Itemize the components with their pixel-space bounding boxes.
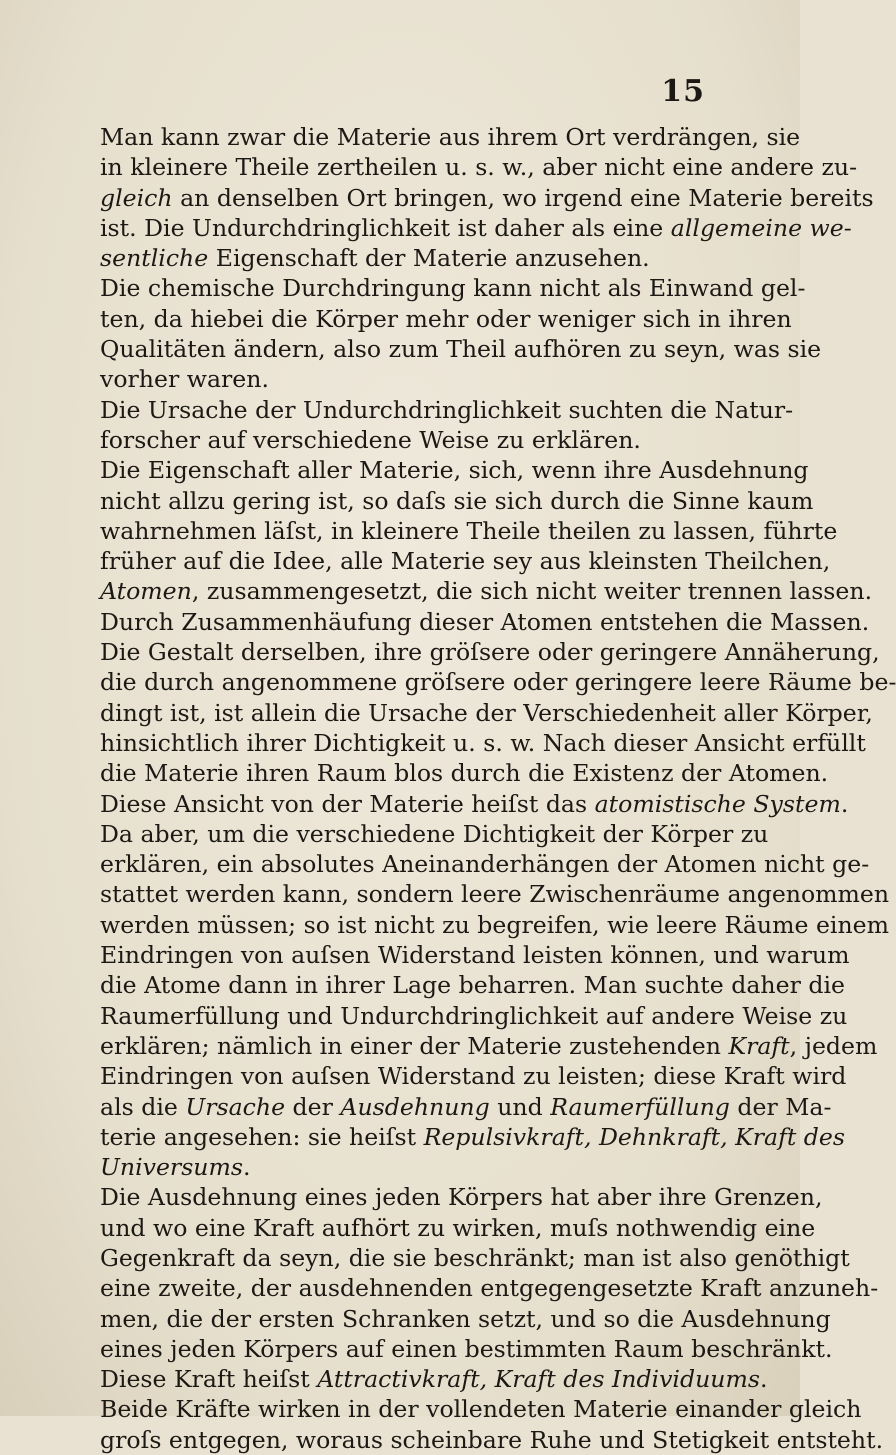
text-line: Gegenkraft da seyn, die sie beschränkt; man ist also genöthigt [100, 1243, 850, 1272]
text-line: Die Ursache der Undurchdringlichkeit suchten die Natur- [100, 395, 794, 424]
body-text [58, 122, 896, 1455]
text-line: eine zweite, der ausdehnenden entgegengesetzte Kraft anzuneh- [100, 1274, 879, 1303]
text-line: men, die der ersten Schranken setzt, und so die Ausdehnung [100, 1304, 831, 1333]
text-line: Beide Kräfte wirken in der vollendeten Materie einander gleich [100, 1395, 862, 1424]
text-line: die durch angenommene gröſsere oder geringere leere Räume be- [100, 668, 896, 697]
text-line: Durch Zusammenhäufung dieser Atomen entstehen die Massen. [100, 607, 870, 636]
text-line: hinsichtlich ihrer Dichtigkeit u. s. w. Nach dieser Ansicht erfüllt [100, 728, 866, 757]
text-line: vorher waren. [100, 365, 269, 394]
text-line: nicht allzu gering ist, so daſs sie sich durch die Sinne kaum [100, 486, 814, 515]
text-line: Die Eigenschaft aller Materie, sich, wenn ihre Ausdehnung [100, 456, 809, 485]
text-line: Raumerfüllung und Undurchdringlichkeit auf andere Weise zu [100, 1001, 848, 1030]
text-line: Diese Ansicht von der Materie heiſst das atomistische System. [100, 789, 849, 818]
text-line: Eindringen von auſsen Widerstand zu leisten; diese Kraft wird [100, 1062, 847, 1091]
text-line: erklären; nämlich in einer der Materie zustehenden Kraft, jedem [100, 1031, 878, 1060]
text-line: wahrnehmen läſst, in kleinere Theile theilen zu lassen, führte [100, 516, 838, 545]
text-line: Universums. [100, 1153, 251, 1182]
text-line: werden müssen; so ist nicht zu begreifen, wie leere Räume einem [100, 910, 889, 939]
text-line: Da aber, um die verschiedene Dichtigkeit der Körper zu [100, 819, 769, 848]
text-line: dingt ist, ist allein die Ursache der Verschiedenheit aller Körper, [100, 698, 873, 727]
text-line: Man kann zwar die Materie aus ihrem Ort verdrängen, sie [100, 123, 801, 151]
paragraph-3 [58, 395, 794, 456]
text-line: groſs entgegen, woraus scheinbare Ruhe und Stetigkeit entsteht. [100, 1425, 884, 1454]
text-line: sentliche Eigenschaft der Materie anzusehen. [100, 244, 650, 273]
text-line: Die Gestalt derselben, ihre gröſsere oder geringere Annäherung, [100, 638, 880, 667]
paragraph-2 [58, 273, 822, 394]
text-line: terie angesehen: sie heiſst Repulsivkraft, Dehnkraft, Kraft des [100, 1122, 845, 1151]
text-line: Die chemische Durchdringung kann nicht als Einwand gel- [100, 274, 806, 303]
text-line: gleich an denselben Ort bringen, wo irgend eine Materie bereits [100, 183, 874, 212]
paragraph-5 [58, 819, 890, 1183]
paragraph-6 [58, 1182, 879, 1364]
page-number: 15 [661, 74, 705, 109]
text-line: Eindringen von auſsen Widerstand leisten können, und warum [100, 941, 850, 970]
text-line: eines jeden Körpers auf einen bestimmten Raum beschränkt. [100, 1334, 833, 1363]
text-line: Diese Kraft heiſst Attractivkraft, Kraft des Individuums. [100, 1365, 768, 1394]
text-line: Die Ausdehnung eines jeden Körpers hat aber ihre Grenzen, [100, 1183, 823, 1212]
text-line: ist. Die Undurchdringlichkeit ist daher als eine allgemeine we- [100, 213, 852, 242]
text-line: erklären, ein absolutes Aneinanderhängen der Atomen nicht ge- [100, 850, 870, 879]
paragraph-1 [58, 122, 874, 273]
text-line: Qualitäten ändern, also zum Theil aufhören zu seyn, was sie [100, 335, 822, 364]
text-line: früher auf die Idee, alle Materie sey aus kleinsten Theilchen, [100, 547, 831, 576]
text-line: und wo eine Kraft aufhört zu wirken, muſs nothwendig eine [100, 1213, 816, 1242]
paragraph-7 [58, 1364, 884, 1455]
text-line: stattet werden kann, sondern leere Zwischenräume angenommen [100, 880, 890, 909]
text-line: als die Ursache der Ausdehnung und Raumerfüllung der Ma- [100, 1092, 832, 1121]
text-line: ten, da hiebei die Körper mehr oder weniger sich in ihren [100, 304, 792, 333]
text-line: forscher auf verschiedene Weise zu erklären. [100, 425, 641, 454]
paragraph-4 [58, 455, 896, 819]
text-line: Atomen, zusammengesetzt, die sich nicht weiter trennen lassen. [100, 577, 873, 606]
text-line: in kleinere Theile zertheilen u. s. w., aber nicht eine andere zu- [100, 153, 858, 182]
text-line: die Atome dann in ihrer Lage beharren. Man suchte daher die [100, 971, 845, 1000]
text-line: die Materie ihren Raum blos durch die Existenz der Atomen. [100, 759, 829, 788]
